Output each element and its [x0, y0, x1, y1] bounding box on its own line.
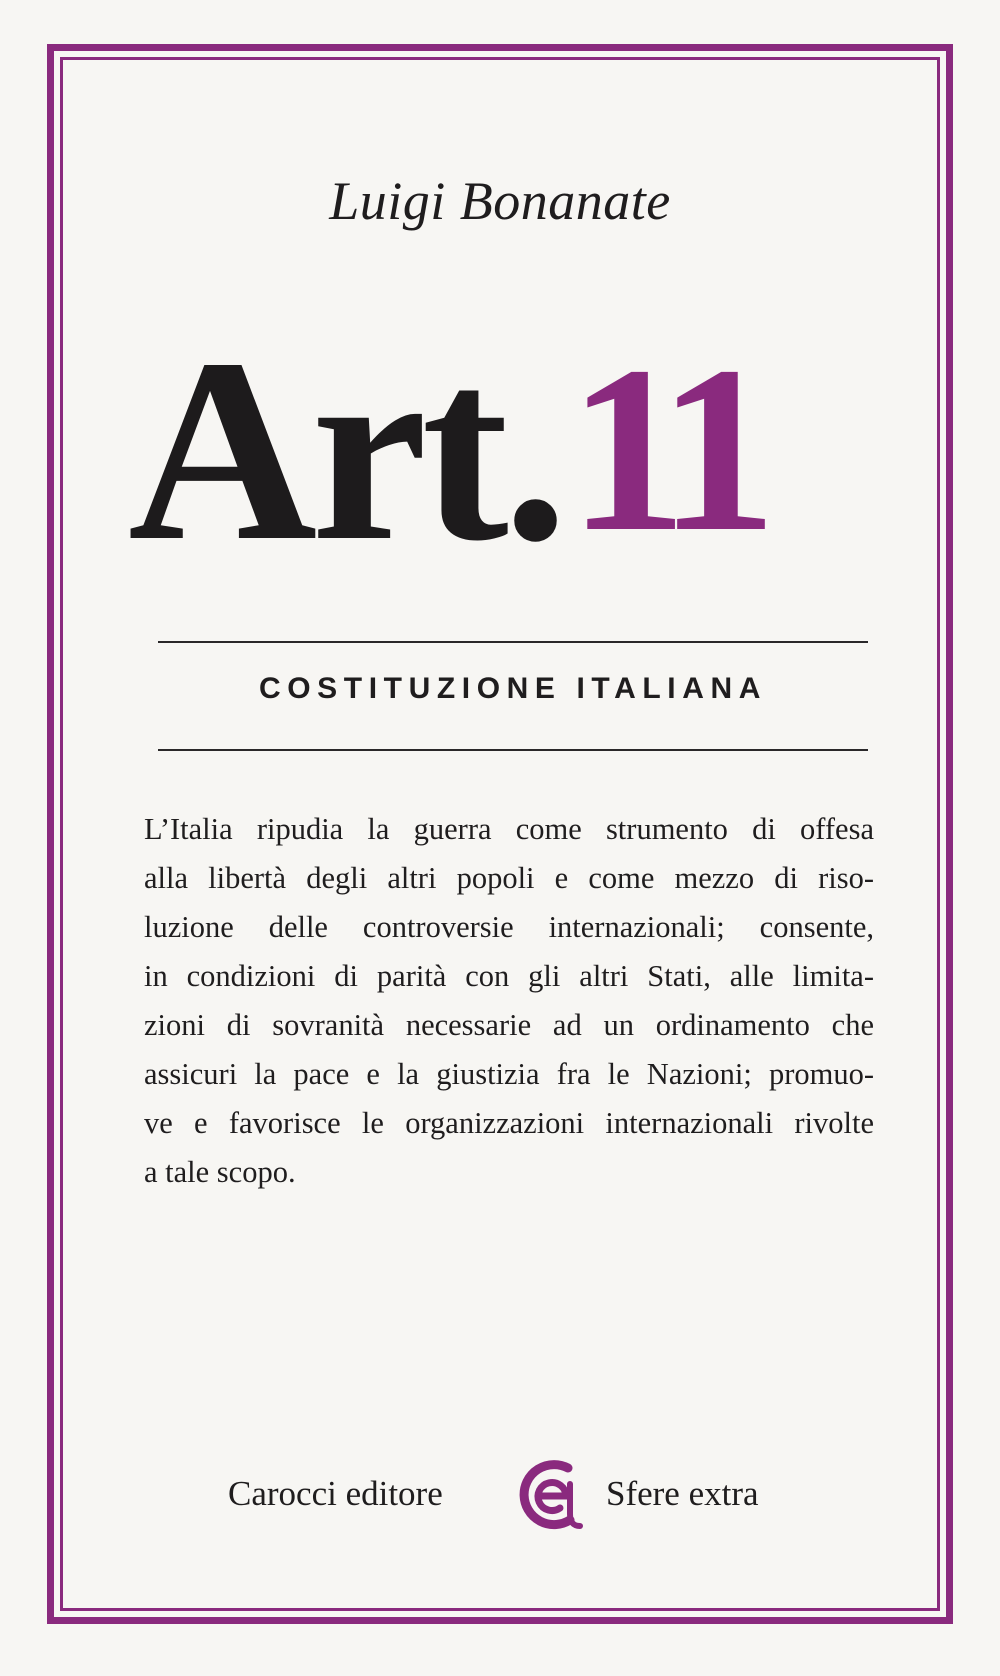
title-prefix: Art. — [128, 305, 563, 595]
article-text-line: L’Italia ripudia la guerra come strumento di offesa — [144, 812, 874, 846]
article-text-line: a tale scopo. — [144, 1155, 296, 1189]
article-text-line: in condizioni di parità con gli altri Stati, alle limita- — [144, 959, 874, 993]
series-name: Sfere extra — [606, 1474, 759, 1513]
article-text-line: alla libertà degli altri popoli e come mezzo di riso- — [144, 861, 874, 895]
article-text-line: assicuri la pace e la giustizia fra le Nazioni; promuo- — [144, 1057, 874, 1091]
subtitle-rule-bottom — [158, 749, 868, 751]
carocci-ce-logo-icon — [510, 1454, 590, 1538]
article-text — [144, 805, 874, 1197]
publisher-name: Carocci editore — [228, 1474, 443, 1513]
article-text-line: luzione delle controversie internazionali; consente, — [144, 910, 874, 944]
title-number: 11 — [568, 318, 762, 581]
article-text-line: zioni di sovranità necessarie ad un ordinamento che — [144, 1008, 874, 1042]
article-text-line: ve e favorisce le organizzazioni internazionali rivolte — [144, 1106, 874, 1140]
publisher-footer — [0, 1454, 1000, 1544]
book-title — [128, 305, 762, 595]
subtitle-rule-top — [158, 641, 868, 643]
subtitle: COSTITUZIONE ITALIANA — [258, 672, 768, 705]
author-name: Luigi Bonanate — [329, 171, 671, 231]
